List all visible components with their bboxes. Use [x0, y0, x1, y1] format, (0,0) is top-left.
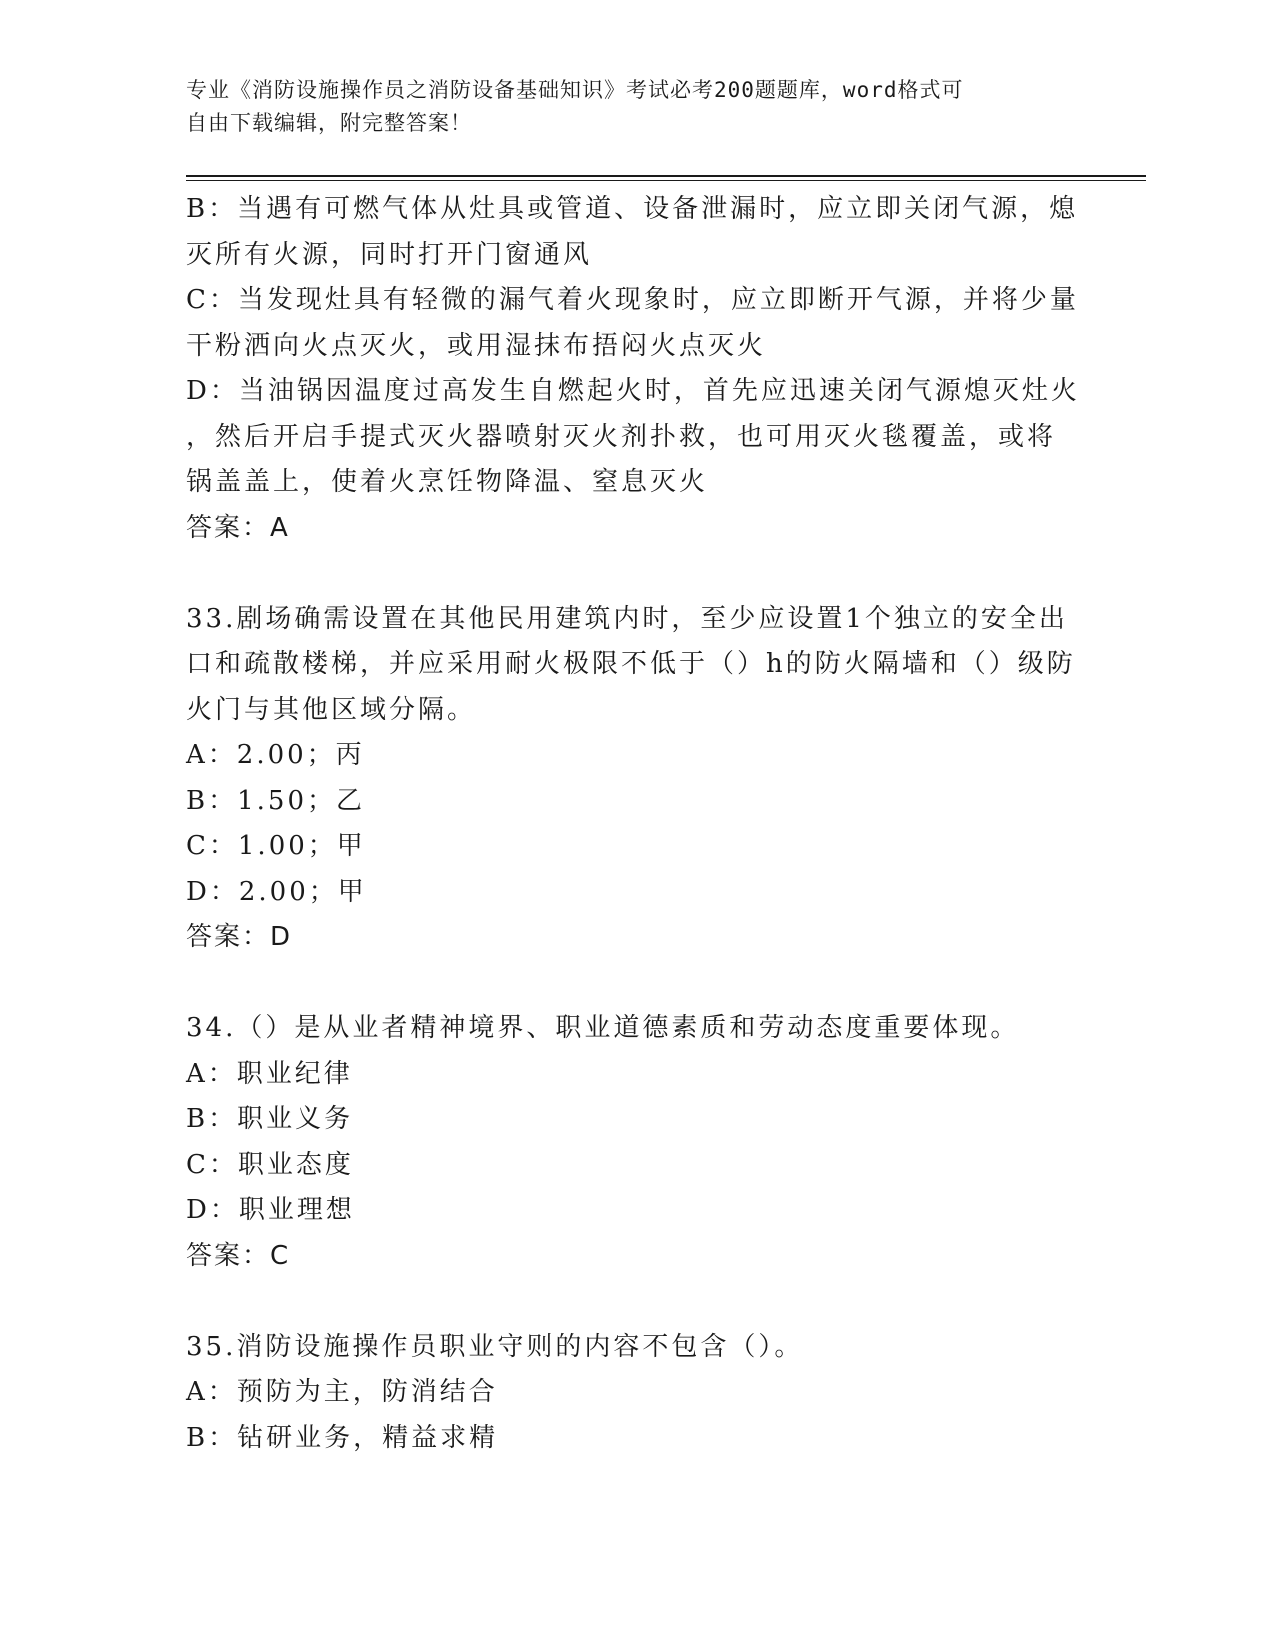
question-33-option-d: D：2.00；甲: [186, 876, 367, 907]
option-b-line-2: 灭所有火源，同时打开门窗通风: [186, 239, 593, 270]
question-35: [186, 1325, 1086, 1462]
question-33: [186, 597, 1086, 961]
question-33-stem-line-2: 口和疏散楼梯，并应采用耐火极限不低于（）h的防火隔墙和（）级防: [186, 649, 1076, 679]
answer-33: 答案：D: [186, 922, 293, 952]
spacer: [186, 551, 1086, 597]
option-d-line-1: D：当油锅因温度过高发生自燃起火时，首先应迅速关闭气源熄灭灶火: [186, 376, 1080, 406]
question-35-stem: 35.消防设施操作员职业守则的内容不包含（）。: [186, 1331, 804, 1362]
question-34-option-d: D：职业理想: [186, 1195, 355, 1225]
spacer: [186, 961, 1086, 1007]
question-34-option-b: B：职业义务: [186, 1104, 354, 1134]
answer-32: 答案：A: [186, 512, 290, 543]
question-33-stem-line-1: 33.剧场确需设置在其他民用建筑内时，至少应设置1个独立的安全出: [186, 603, 1068, 634]
question-content: [186, 187, 1086, 1461]
question-33-option-b: B：1.50；乙: [186, 785, 365, 816]
question-34-stem: 34.（）是从业者精神境界、职业道德素质和劳动态度重要体现。: [186, 1013, 1020, 1043]
question-34-option-c: C：职业态度: [186, 1149, 354, 1180]
question-32-continuation: [186, 187, 1086, 551]
question-33-option-a: A：2.00；丙: [186, 740, 365, 770]
question-34: [186, 1006, 1086, 1279]
header-rule-thick: [186, 175, 1146, 177]
option-d-line-2: ，然后开启手提式灭火器喷射灭火剂扑救，也可用灭火毯覆盖，或将: [186, 421, 1057, 452]
option-c-line-2: 干粉洒向火点灭火，或用湿抹布捂闷火点灭火: [186, 330, 767, 361]
question-33-stem-line-3: 火门与其他区域分隔。: [186, 694, 477, 725]
option-c-line-1: C：当发现灶具有轻微的漏气着火现象时，应立即断开气源，并将少量: [186, 285, 1079, 315]
spacer: [186, 1279, 1086, 1325]
header-rule-thin: [186, 180, 1146, 181]
question-34-option-a: A：职业纪律: [186, 1058, 353, 1089]
header-line-1: 专业《消防设施操作员之消防设备基础知识》考试必考200题题库，word格式可: [186, 78, 964, 102]
question-35-option-b: B：钻研业务，精益求精: [186, 1422, 499, 1453]
answer-34: 答案：C: [186, 1240, 291, 1271]
header-line-2: 自由下载编辑，附完整答案！: [186, 111, 472, 135]
document-header: [186, 74, 1066, 140]
question-33-option-c: C：1.00；甲: [186, 831, 366, 861]
question-35-option-a: A：预防为主，防消结合: [186, 1377, 498, 1407]
option-d-line-3: 锅盖盖上，使着火烹饪物降温、窒息灭火: [186, 467, 709, 497]
option-b-line-1: B：当遇有可燃气体从灶具或管道、设备泄漏时，应立即关闭气源，熄: [186, 194, 1079, 224]
